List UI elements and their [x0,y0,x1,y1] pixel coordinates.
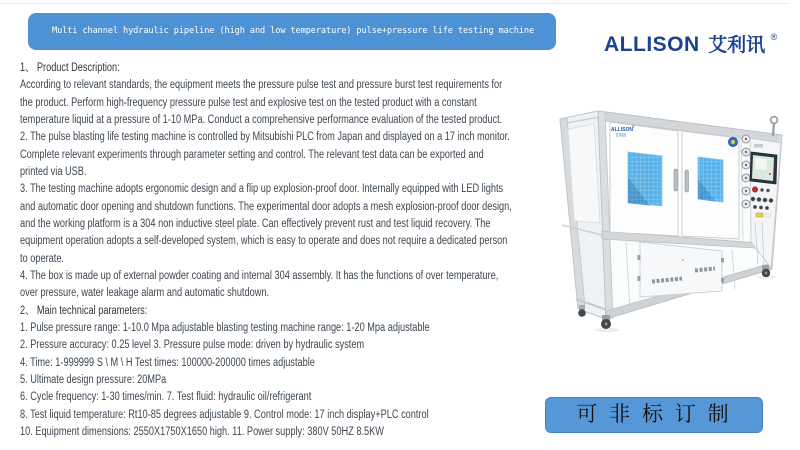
svg-text:ALLISON: ALLISON [611,127,633,133]
machine-top-valve [771,117,778,136]
description-line: and the working platform is a 304 non inductive steel plate. Can effectively prevent rust and test liquid recovery. The [20,217,491,230]
description-line: Complete relevant experiments through parameter setting and control. The relevant test data can be exported and [20,148,484,161]
parameter-line: 8. Test liquid temperature: Rt10-85 degrees adjustable 9. Control mode: 17 inch display+PLC control [20,408,429,421]
description-line: and automatic door opening and shutdown functions. The experimental door adopts a mesh explosion-proof door design, [20,200,512,213]
machine-switch [760,188,763,191]
description-line: 3. The testing machine adopts ergonomic design and a flip up explosion-proof door. Internally equipped with LED lights [20,183,504,196]
machine-switch [766,189,769,192]
description-line: over pressure, water leakage alarm and automatic shutdown. [20,287,270,300]
registered-trademark-symbol: ® [770,32,778,42]
machine-hinge [721,278,724,283]
machine-door-handle [674,169,677,191]
description-line: temperature liquid at a pressure of 1-10 MPa. Conduct a comprehensive performance evaluation of the tested product. [20,113,503,126]
machine-right-door [682,131,739,239]
description-line: the product. Perform high-frequency pressure pulse test and explosive test on the tested product with a constant [20,96,477,109]
brand-name: ALLISON [604,33,700,56]
parameter-line: 2. Pressure accuracy: 0.25 level 3. Pressure pulse mode: driven by hydraulic system [20,339,365,352]
description-line: 2. The pulse blasting life testing machine is controlled by Mitsubishi PLC from Japan and displayed on a 17 inch monitor. [20,131,510,144]
machine-door-handle [685,170,688,192]
machine-emblem [728,137,737,146]
description-line: 4. The box is made up of external powder coating and internal 304 assembly. It has the functions of over temperature, [20,269,499,282]
machine-photo [552,73,800,373]
parameter-line: 5. Ultimate design pressure: 20MPa [20,373,167,386]
description-line: printed via USB. [20,165,87,178]
brand-name-chinese: 艾利讯 [708,35,766,56]
description-line: to operate. [20,252,64,265]
parameter-line: 10. Equipment dimensions: 2550X1750X1650 high. 11. Power supply: 380V 50HZ 8.5KW [20,425,384,438]
machine-emergency-stop-button [752,187,757,192]
machine-illustration [552,73,800,373]
svg-text:艾利讯: 艾利讯 [615,133,627,138]
svg-text:®: ® [632,125,635,129]
brand-logo [604,30,777,57]
machine-hinge [638,276,641,281]
machine-left-door [610,122,678,236]
machine-hinge [638,255,641,260]
top-divider [0,3,788,4]
machine-monitor [750,152,777,184]
section2-heading: 2、 Main technical parameters: [20,304,148,317]
parameter-line: 6. Cycle frequency: 1-30 times/min. 7. Test fluid: hydraulic oil/refrigerant [20,391,312,404]
machine-warning-label [756,213,763,217]
description-line: According to relevant standards, the equipment meets the pressure pulse test and pressure burst test requirements for [20,79,503,92]
product-text-block [20,60,548,441]
title-banner: Multi channel hydraulic pipeline (high and low temperature) pulse+pressure life testing machine [28,13,556,50]
customization-banner: 可 非 标 订 制 [545,397,763,433]
parameter-line: 1. Pulse pressure range: 1-10.0 Mpa adjustable blasting testing machine range: 1-20 Mpa adjustable [20,321,430,334]
parameter-line: 4. Time: 1-999999 S \ M \ H Test times: 100000-200000 times adjustable [20,356,315,369]
description-line: equipment operation adopts a self-developed system, which is easy to operate and does not require a dedicated person [20,235,508,248]
machine-hinge [721,258,724,263]
section1-heading: 1、 Product Description: [20,62,120,74]
